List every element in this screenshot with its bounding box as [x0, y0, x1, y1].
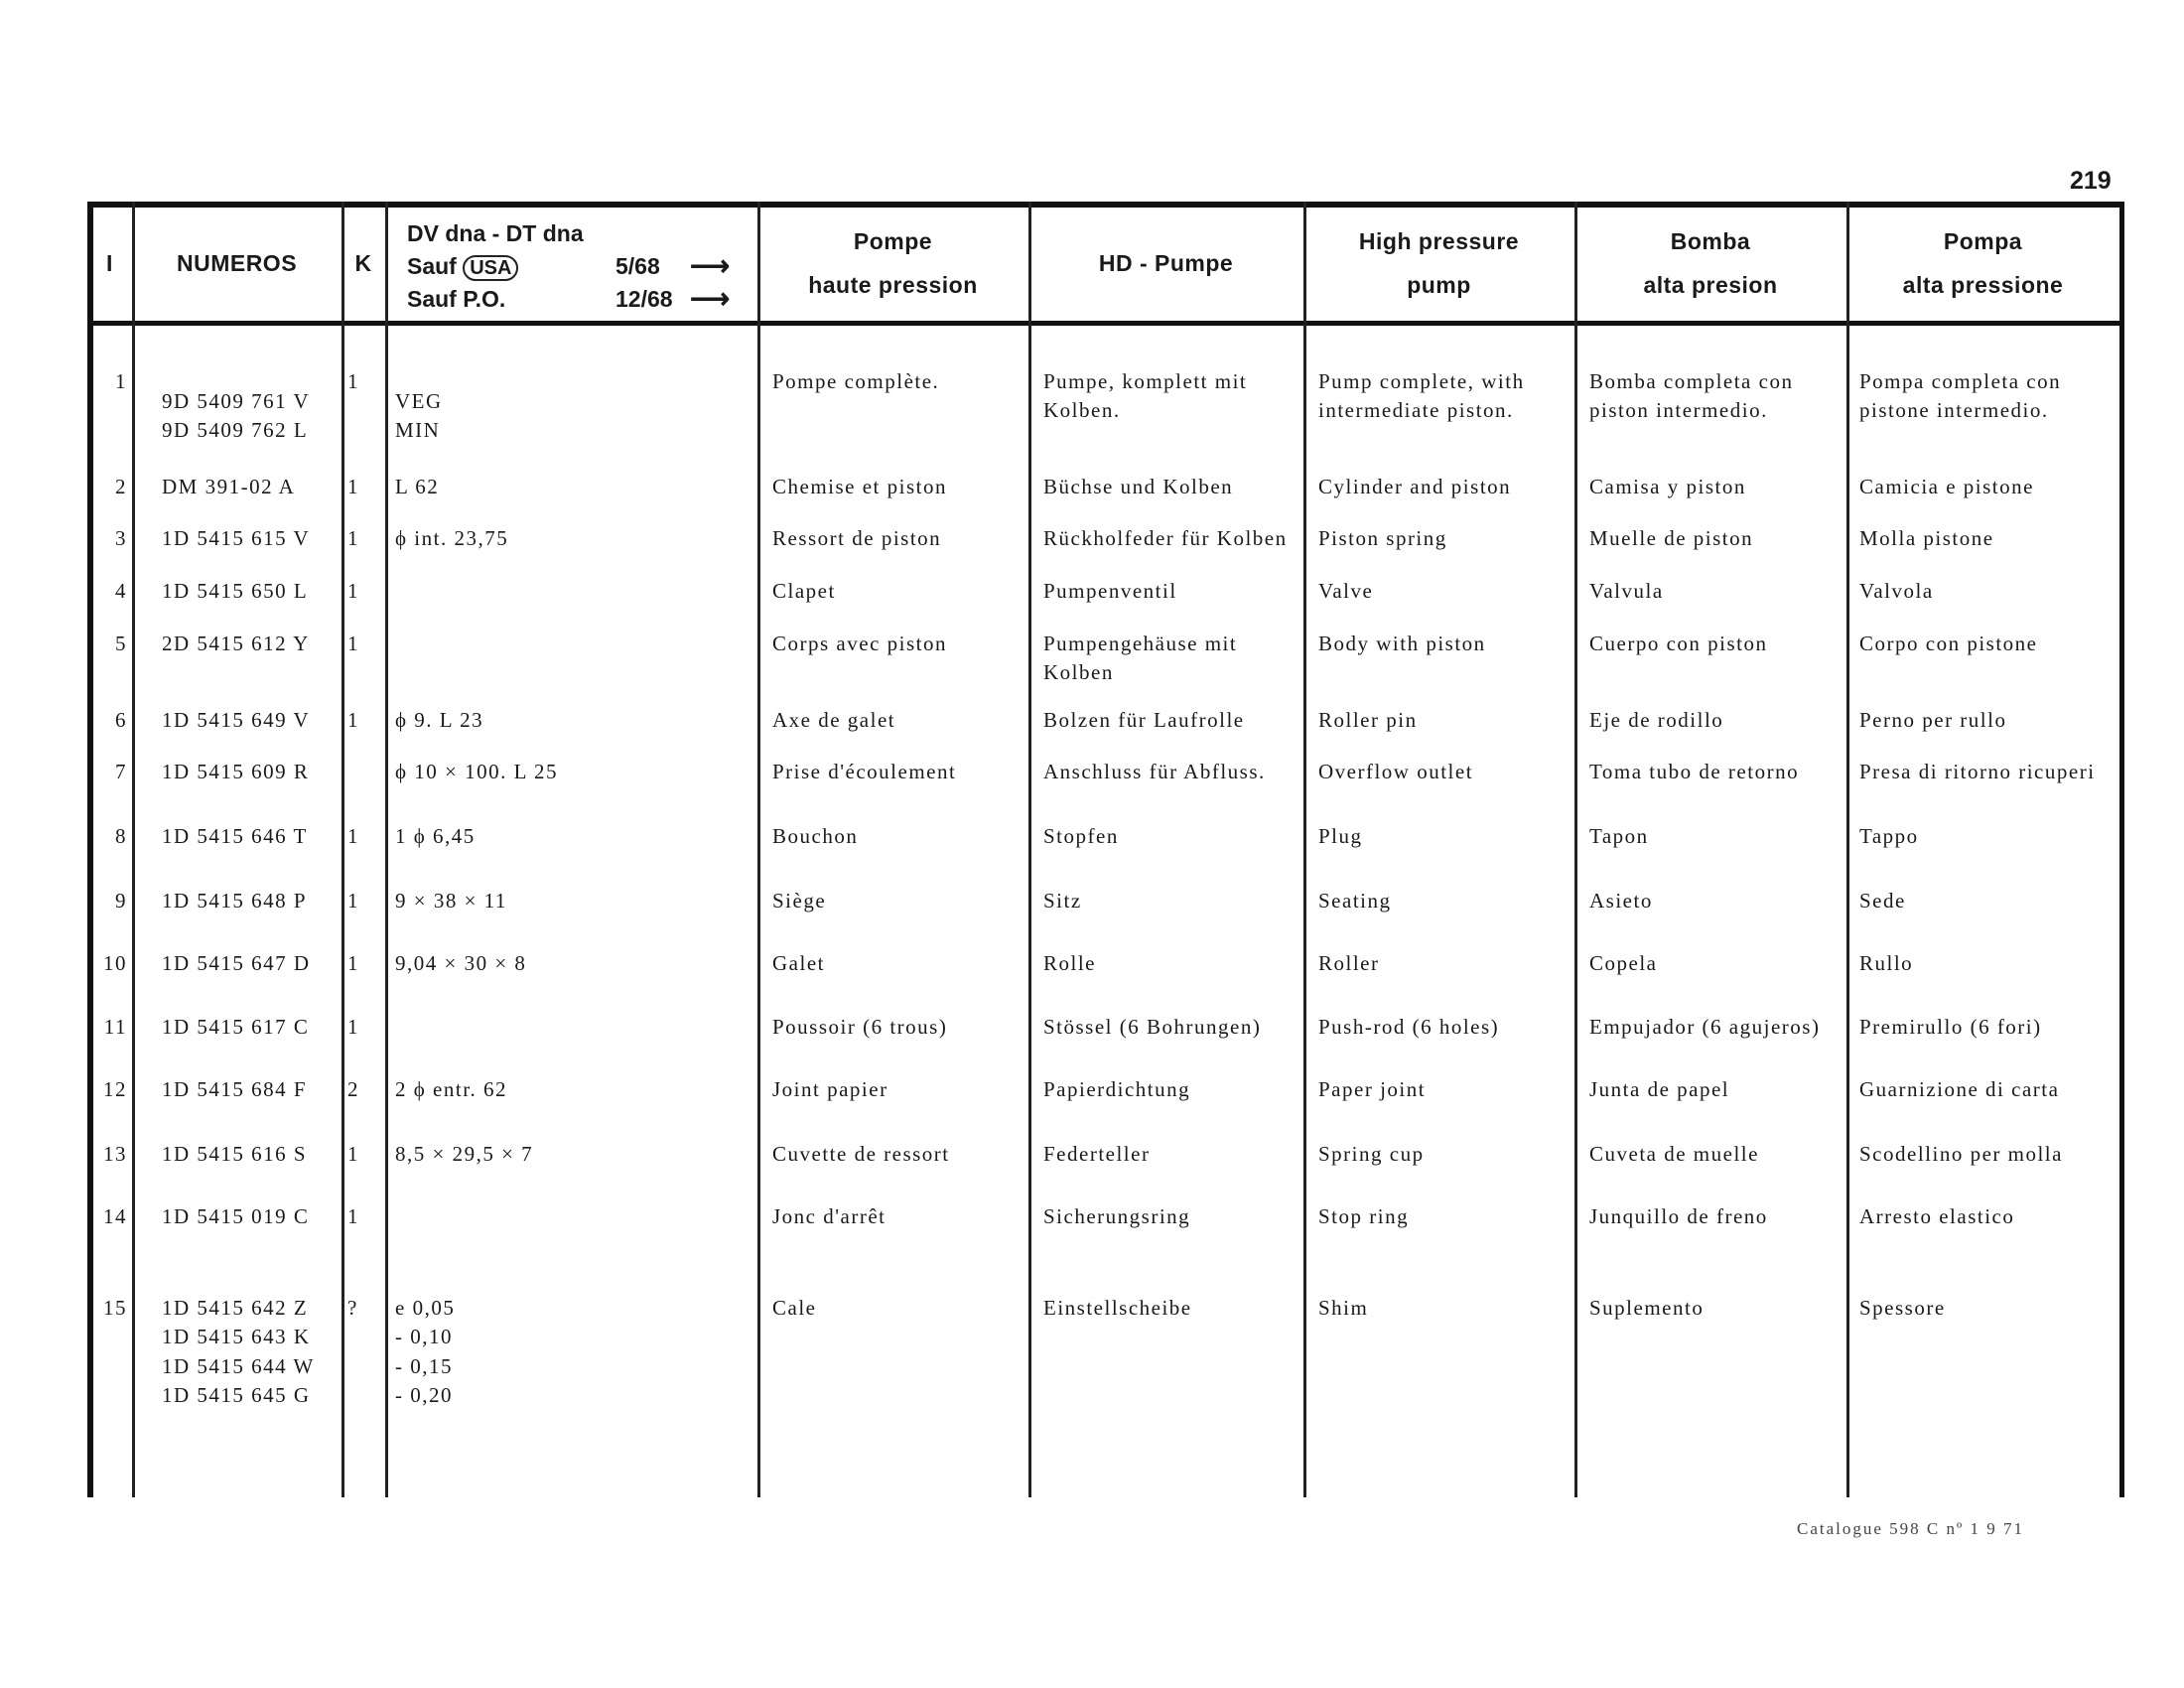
row-part-numbers-line: 1D 5415 647 D [162, 951, 311, 975]
applicability-line2: Sauf P.O. [407, 286, 506, 312]
usa-badge: USA [463, 255, 518, 281]
row-desc-fr: Prise d'écoulement [772, 760, 957, 783]
row-desc-es: Asieto [1589, 889, 1653, 913]
row-desc-de: Bolzen für Laufrolle [1043, 708, 1245, 732]
row-item-number: 12 [103, 1077, 127, 1101]
row-spec-line: 9,04 × 30 × 8 [395, 951, 527, 975]
parts-table [87, 202, 2124, 1497]
applicability-date1: 5/68 [615, 253, 660, 279]
row-desc-de: Papierdichtung [1043, 1077, 1191, 1101]
row-quantity: 1 [347, 1015, 359, 1039]
header-numbers: NUMEROS [176, 250, 298, 277]
row-desc-de: Rolle [1043, 951, 1096, 975]
row-desc-it: Rullo [1859, 951, 1914, 975]
row-desc-fr: Cuvette de ressort [772, 1142, 950, 1166]
applicability-date2: 12/68 [615, 286, 673, 312]
header-separator [87, 321, 2124, 326]
row-desc-en: Roller [1318, 951, 1380, 975]
row-part-numbers-line: 1D 5415 648 P [162, 889, 308, 913]
row-part-numbers-line: 9D 5409 761 V [162, 389, 311, 413]
row-spec-line: 2 ϕ entr. 62 [395, 1077, 508, 1101]
row-spec-line: L 62 [395, 475, 440, 498]
row-part-numbers [162, 822, 341, 851]
row-desc-es: Eje de rodillo [1589, 708, 1724, 732]
row-desc-fr: Corps avec piston [772, 632, 947, 655]
row-desc-it: Camicia e pistone [1859, 475, 2034, 498]
row-part-numbers-line: 1D 5415 616 S [162, 1142, 308, 1166]
row-item-number: 10 [103, 951, 127, 975]
applicability-title: DV dna - DT dna [407, 220, 584, 246]
row-part-numbers-line: 1D 5415 684 F [162, 1077, 308, 1101]
header-fr: Pompe haute pression [808, 228, 978, 298]
row-part-numbers-line: 1D 5415 644 W [162, 1353, 315, 1378]
row-spec [395, 1075, 633, 1104]
row-quantity: 1 [347, 951, 359, 975]
row-quantity: 1 [347, 889, 359, 913]
row-desc-en: Push-rod (6 holes) [1318, 1015, 1500, 1039]
row-desc-de: Pumpenventil [1043, 579, 1177, 603]
row-desc-it: Scodellino per molla [1859, 1142, 2063, 1166]
row-spec-line: ϕ int. 23,75 [395, 526, 509, 550]
row-spec [395, 887, 633, 915]
row-desc-fr: Galet [772, 951, 825, 975]
row-spec [395, 1140, 633, 1169]
row-desc-de: Federteller [1043, 1142, 1151, 1166]
row-part-numbers-line: 1D 5415 646 T [162, 824, 308, 848]
row-spec [395, 387, 633, 446]
row-part-numbers [162, 949, 341, 978]
row-spec-line: ϕ 10 × 100. L 25 [395, 760, 558, 783]
row-desc-es: Cuveta de muelle [1589, 1142, 1759, 1166]
row-quantity: 2 [347, 1077, 359, 1101]
row-part-numbers [162, 524, 341, 553]
row-part-numbers-line: 1D 5415 617 C [162, 1015, 310, 1039]
row-desc-de: Büchse und Kolben [1043, 475, 1234, 498]
row-desc-de: Pumpengehäuse mit Kolben [1043, 632, 1238, 685]
row-part-numbers-line: 1D 5415 609 R [162, 760, 310, 783]
row-desc-de: Pumpe, komplett mit Kolben. [1043, 369, 1248, 423]
row-spec-line: ϕ 9. L 23 [395, 708, 484, 732]
row-desc-fr: Axe de galet [772, 708, 896, 732]
row-desc-es: Bomba completa con piston intermedio. [1589, 369, 1794, 423]
row-desc-de: Einstellscheibe [1043, 1296, 1192, 1320]
row-spec [395, 949, 633, 978]
row-item-number: 6 [115, 708, 127, 732]
row-desc-es: Cuerpo con piston [1589, 632, 1768, 655]
row-item-number: 14 [103, 1204, 127, 1228]
row-desc-es: Muelle de piston [1589, 526, 1754, 550]
row-spec-line: 9 × 38 × 11 [395, 889, 507, 913]
row-quantity: 1 [347, 526, 359, 550]
catalogue-footer: Catalogue 598 C nº 1 9 71 [1797, 1519, 2025, 1538]
page-number: 219 [2070, 167, 2112, 195]
row-item-number: 9 [115, 889, 127, 913]
row-desc-en: Plug [1318, 824, 1363, 848]
row-part-numbers-line: 1D 5415 615 V [162, 526, 311, 550]
row-quantity: 1 [347, 1204, 359, 1228]
row-desc-es: Suplemento [1589, 1296, 1705, 1320]
col-line-numbers [341, 202, 344, 1497]
row-item-number: 8 [115, 824, 127, 848]
row-part-numbers-line: 9D 5409 762 L [162, 418, 309, 443]
row-spec [395, 1294, 633, 1411]
row-spec [395, 706, 633, 735]
row-part-numbers [162, 387, 341, 446]
row-item-number: 1 [115, 369, 127, 393]
row-spec [395, 822, 633, 851]
header-en: High pressure pump [1358, 228, 1520, 298]
row-part-numbers [162, 1294, 341, 1411]
row-spec-line: e 0,05 [395, 1296, 456, 1320]
row-item-number: 2 [115, 475, 127, 498]
row-desc-de: Stopfen [1043, 824, 1119, 848]
header-applicability [407, 217, 814, 316]
arrow-icon: ⟶ [690, 283, 731, 314]
row-item-number: 4 [115, 579, 127, 603]
row-desc-it: Premirullo (6 fori) [1859, 1015, 2042, 1039]
arrow-icon: ⟶ [690, 250, 731, 281]
row-desc-en: Body with piston [1318, 632, 1486, 655]
row-part-numbers-line: 1D 5415 642 Z [162, 1296, 309, 1320]
header-it: Pompa alta pressione [1902, 228, 2064, 298]
row-quantity: 1 [347, 824, 359, 848]
row-desc-it: Guarnizione di carta [1859, 1077, 2060, 1101]
header-es: Bomba alta presion [1643, 228, 1778, 298]
row-part-numbers [162, 758, 341, 786]
row-spec [395, 524, 633, 553]
row-part-numbers [162, 473, 341, 501]
row-part-numbers [162, 1013, 341, 1042]
row-desc-en: Paper joint [1318, 1077, 1427, 1101]
row-item-number: 7 [115, 760, 127, 783]
row-desc-en: Cylinder and piston [1318, 475, 1512, 498]
row-part-numbers-line: 1D 5415 650 L [162, 579, 309, 603]
row-part-numbers-line: DM 391-02 A [162, 475, 296, 498]
row-part-numbers-line: 2D 5415 612 Y [162, 632, 310, 655]
row-desc-it: Presa di ritorno ricuperi [1859, 760, 2096, 783]
row-part-numbers [162, 887, 341, 915]
row-spec-line: - 0,20 [395, 1383, 453, 1408]
row-desc-en: Piston spring [1318, 526, 1447, 550]
row-spec [395, 758, 633, 786]
row-desc-fr: Chemise et piston [772, 475, 947, 498]
row-desc-it: Valvola [1859, 579, 1934, 603]
row-part-numbers-line: 1D 5415 649 V [162, 708, 311, 732]
row-quantity: 1 [347, 632, 359, 655]
row-desc-it: Tappo [1859, 824, 1919, 848]
row-part-numbers-line: 1D 5415 643 K [162, 1325, 311, 1349]
row-desc-it: Sede [1859, 889, 1906, 913]
row-desc-es: Empujador (6 agujeros) [1589, 1015, 1821, 1039]
row-item-number: 3 [115, 526, 127, 550]
row-item-number: 15 [103, 1296, 127, 1320]
row-desc-fr: Ressort de piston [772, 526, 942, 550]
row-desc-it: Perno per rullo [1859, 708, 2007, 732]
row-desc-it: Corpo con pistone [1859, 632, 2038, 655]
row-part-numbers [162, 1075, 341, 1104]
row-desc-fr: Poussoir (6 trous) [772, 1015, 948, 1039]
row-quantity: 1 [347, 369, 359, 393]
row-quantity: 1 [347, 475, 359, 498]
row-desc-it: Arresto elastico [1859, 1204, 2015, 1228]
row-spec [395, 473, 633, 501]
row-desc-es: Copela [1589, 951, 1658, 975]
row-desc-es: Junta de papel [1589, 1077, 1730, 1101]
row-part-numbers [162, 1202, 341, 1231]
row-desc-en: Stop ring [1318, 1204, 1410, 1228]
row-part-numbers [162, 1140, 341, 1169]
row-item-number: 11 [103, 1015, 127, 1039]
row-item-number: 13 [103, 1142, 127, 1166]
row-spec-line: 1 ϕ 6,45 [395, 824, 476, 848]
row-desc-de: Stössel (6 Bohrungen) [1043, 1015, 1262, 1039]
row-quantity: 1 [347, 579, 359, 603]
row-spec-line: VEG [395, 389, 443, 413]
row-desc-en: Valve [1318, 579, 1374, 603]
row-desc-fr: Clapet [772, 579, 836, 603]
row-quantity: 1 [347, 708, 359, 732]
row-desc-es: Tapon [1589, 824, 1649, 848]
col-line-k [385, 202, 388, 1497]
row-desc-it: Pompa completa con pistone intermedio. [1859, 369, 2062, 423]
row-desc-de: Rückholfeder für Kolben [1043, 526, 1288, 550]
row-part-numbers [162, 706, 341, 735]
row-desc-it: Spessore [1859, 1296, 1946, 1320]
row-desc-it: Molla pistone [1859, 526, 1994, 550]
row-desc-fr: Pompe complète. [772, 369, 940, 393]
row-spec-line: - 0,15 [395, 1353, 453, 1378]
header-item: I [106, 250, 113, 277]
row-desc-de: Anschluss für Abfluss. [1043, 760, 1266, 783]
row-spec-line: MIN [395, 418, 441, 443]
row-desc-es: Camisa y piston [1589, 475, 1746, 498]
row-quantity: 1 [347, 1142, 359, 1166]
row-desc-en: Shim [1318, 1296, 1369, 1320]
row-desc-fr: Bouchon [772, 824, 859, 848]
row-quantity: ? [347, 1296, 358, 1320]
row-desc-es: Junquillo de freno [1589, 1204, 1768, 1228]
row-desc-fr: Cale [772, 1296, 817, 1320]
row-desc-fr: Joint papier [772, 1077, 888, 1101]
row-item-number: 5 [115, 632, 127, 655]
col-line-spec [757, 202, 760, 1497]
row-desc-fr: Jonc d'arrêt [772, 1204, 887, 1228]
header-k: K [354, 250, 372, 277]
row-desc-es: Valvula [1589, 579, 1664, 603]
header-de: HD - Pumpe [1098, 250, 1234, 277]
row-desc-en: Roller pin [1318, 708, 1418, 732]
applicability-line1: Sauf USA [407, 250, 518, 283]
row-desc-en: Pump complete, with intermediate piston. [1318, 369, 1525, 423]
row-part-numbers-line: 1D 5415 645 G [162, 1383, 311, 1408]
row-part-numbers [162, 577, 341, 606]
row-spec-line: 8,5 × 29,5 × 7 [395, 1142, 534, 1166]
row-desc-en: Overflow outlet [1318, 760, 1474, 783]
row-desc-de: Sicherungsring [1043, 1204, 1191, 1228]
row-desc-de: Sitz [1043, 889, 1082, 913]
col-line-item [132, 202, 135, 1497]
row-desc-en: Seating [1318, 889, 1392, 913]
row-desc-fr: Siège [772, 889, 827, 913]
row-part-numbers-line: 1D 5415 019 C [162, 1204, 310, 1228]
col-line-left [87, 202, 93, 1497]
row-part-numbers [162, 630, 341, 658]
row-desc-en: Spring cup [1318, 1142, 1425, 1166]
row-desc-es: Toma tubo de retorno [1589, 760, 1800, 783]
row-spec-line: - 0,10 [395, 1325, 453, 1349]
